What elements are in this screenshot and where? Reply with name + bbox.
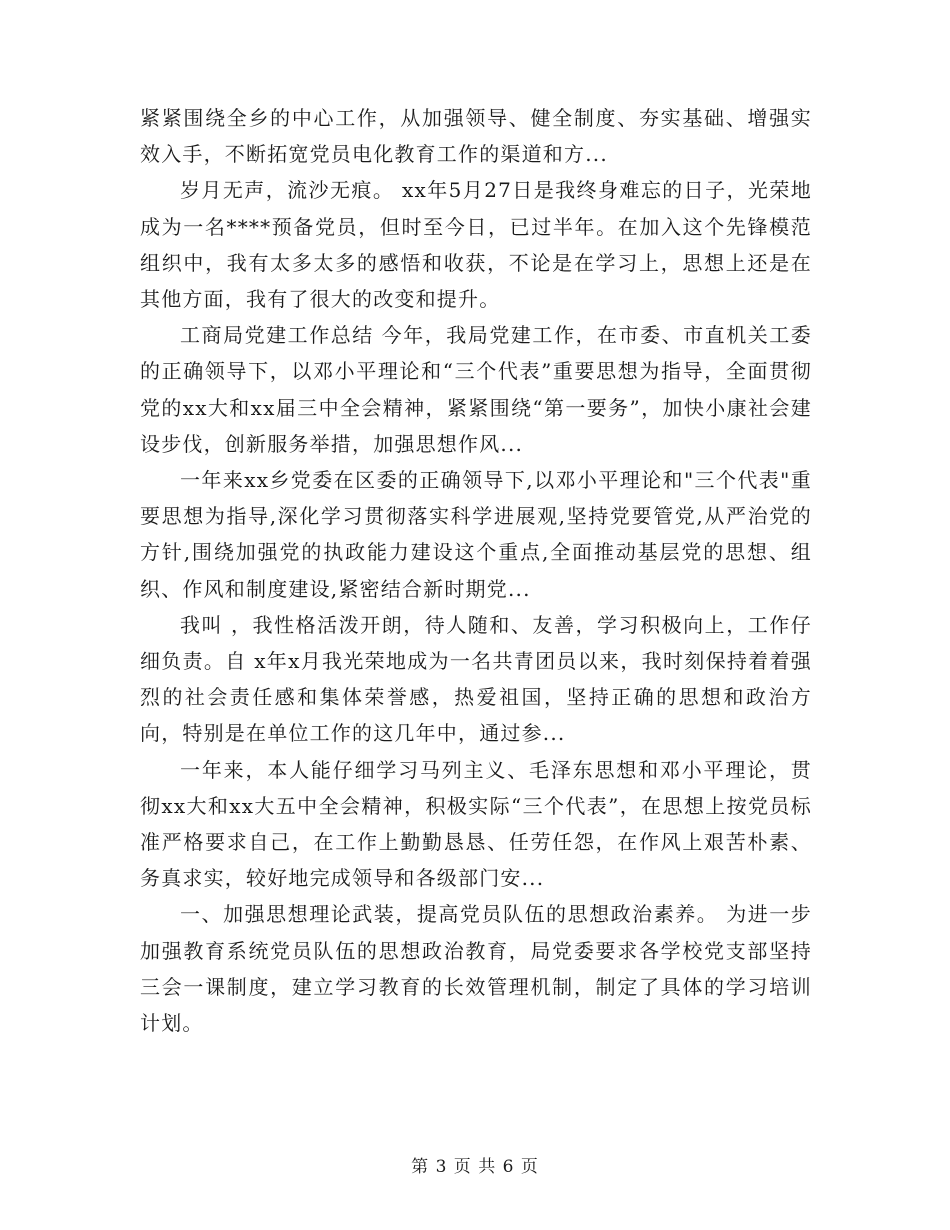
paragraph-5: 我叫 ，我性格活泼开朗，待人随和、友善，学习积极向上，工作仔细负责。自 x年x月我光荣地成为一名共青团员以来，我时刻保持着着强烈的社会责任感和集体荣誉感，热爱祖国，坚持正确的思想和政治方向，特别是在单位工作的这几年中，通过参... [140, 612, 812, 746]
page-number-footer: 第 3 页 共 6 页 [411, 1157, 539, 1177]
paragraph-4: 一年来xx乡党委在区委的正确领导下,以邓小平理论和"三个代表"重要思想为指导,深化学习贯彻落实科学进展观,坚持党要管党,从严治党的方针,围绕加强党的执政能力建设这个重点,全面推动基层党的思想、组织、作风和制度建设,紧密结合新时期党... [140, 468, 812, 601]
paragraph-2: 岁月无声，流沙无痕。 xx年5月27日是我终身难忘的日子，光荣地成为一名****预备党员，但时至今日，已过半年。在加入这个先锋模范组织中，我有太多太多的感悟和收获，不论是在学习上，思想上还是在其他方面，我有了很大的改变和提升。 [140, 178, 812, 312]
paragraph-7: 一、加强思想理论武装，提高党员队伍的思想政治素养。 为进一步加强教育系统党员队伍的思想政治教育，局党委要求各学校党支部坚持三会一课制度，建立学习教育的长效管理机制，制定了具体的学习培训计划。 [140, 902, 812, 1036]
paragraph-3: 工商局党建工作总结 今年，我局党建工作，在市委、市直机关工委的正确领导下，以邓小平理论和“三个代表”重要思想为指导，全面贯彻党的xx大和xx届三中全会精神，紧紧围绕“第一要务”，加快小康社会建设步伐，创新服务举措，加强思想作风... [140, 323, 812, 456]
paragraph-1: 紧紧围绕全乡的中心工作，从加强领导、健全制度、夯实基础、增强实效入手，不断拓宽党员电化教育工作的渠道和方... [140, 106, 812, 167]
paragraph-6: 一年来，本人能仔细学习马列主义、毛泽东思想和邓小平理论，贯彻xx大和xx大五中全会精神，积极实际“三个代表”，在思想上按党员标准严格要求自己，在工作上勤勤恳恳、任劳任怨，在作风上艰苦朴素、务真求实，较好地完成领导和各级部门安... [140, 757, 812, 891]
document-body [140, 100, 812, 1041]
